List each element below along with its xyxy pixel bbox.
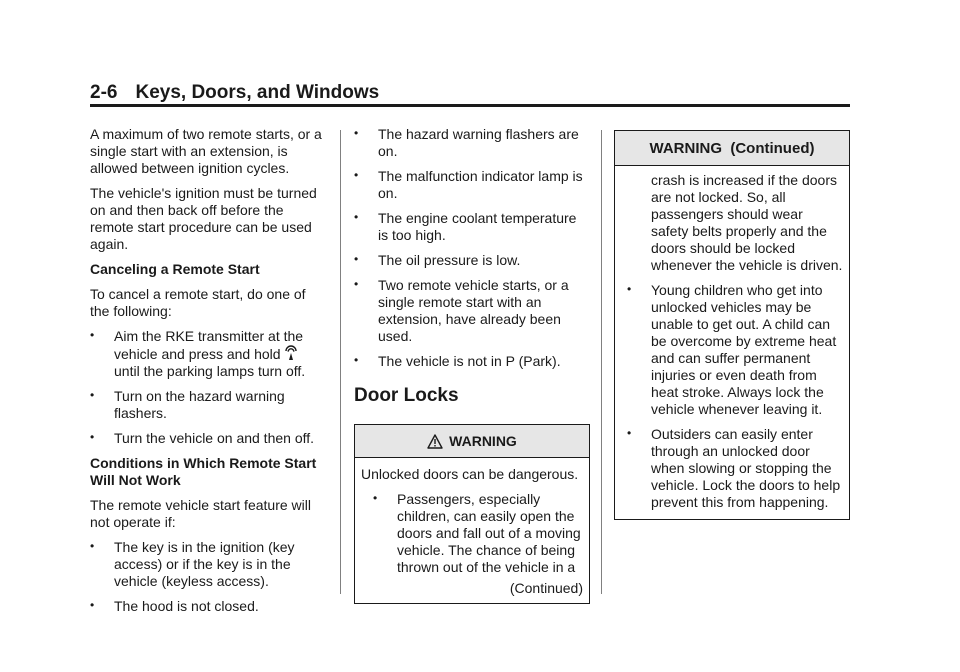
section-title-door-locks: Door Locks — [354, 385, 459, 406]
remote-start-key-icon — [284, 345, 298, 361]
paragraph: A maximum of two remote starts, or a single start with an extension, is allowed between ignition cycles. — [90, 126, 322, 176]
warning-box-continued — [614, 130, 850, 520]
page-number: 2-6 — [90, 82, 118, 103]
warning-body — [355, 458, 589, 603]
bullet-icon: • — [354, 210, 359, 224]
column-2 — [354, 126, 590, 604]
continued-label: (Continued) — [509, 580, 583, 596]
subheading-canceling: Canceling a Remote Start — [90, 261, 260, 277]
warning-triangle-icon — [427, 434, 443, 449]
bullet-icon: • — [90, 328, 95, 342]
paragraph: The vehicle's ignition must be turned on and then back off before the remote start procedure can be used again. — [90, 185, 317, 252]
list-item: • Young children who get into unlocked vehicles may be unable to get out. A child can be overcome by extreme heat and can suffer permanent injuries or even death from heat stroke. Always lock the vehicle whenever leaving it. — [627, 282, 837, 417]
column-3 — [614, 130, 850, 520]
bullet-icon: • — [90, 539, 95, 553]
chapter-title: Keys, Doors, and Windows — [135, 82, 380, 103]
list-item: • The key is in the ignition (key access) or if the key is in the vehicle (keyless access). — [90, 539, 295, 589]
column-divider — [601, 130, 602, 594]
header-rule — [90, 104, 850, 107]
paragraph: To cancel a remote start, do one of the following: — [90, 286, 306, 319]
bullet-icon: • — [354, 168, 359, 182]
bullet-icon: • — [354, 277, 359, 291]
list-item: • Turn on the hazard warning flashers. — [90, 388, 285, 421]
list-item: • The engine coolant temperature is too high. — [354, 210, 577, 243]
list-item: • Two remote vehicle starts, or a single remote start with an extension, have already been used. — [354, 277, 569, 344]
warning-list — [373, 491, 583, 576]
bullet-icon: • — [354, 353, 359, 367]
column-1 — [90, 126, 328, 623]
page-header — [90, 80, 850, 106]
bullet-icon: • — [90, 430, 95, 444]
bullet-icon: • — [627, 426, 632, 440]
list-item: • The hazard warning flashers are on. — [354, 126, 579, 159]
list-item: • Outsiders can easily enter through an unlocked door when slowing or stopping the vehicle. Lock the doors to help prevent this from happening. — [627, 426, 841, 510]
bullet-icon: • — [354, 252, 359, 266]
cancel-list — [90, 328, 328, 447]
warning-header — [355, 425, 589, 458]
bullet-icon: • — [90, 388, 95, 402]
paragraph: The remote vehicle start feature will not operate if: — [90, 497, 311, 530]
list-item: • Passengers, especially children, can easily open the doors and fall out of a moving vehicle. The chance of being thrown out of the vehicle in a — [373, 491, 581, 575]
column-divider — [340, 130, 341, 594]
warning-title: WARNING (Continued) — [649, 139, 815, 157]
list-item: • Turn the vehicle on and then off. — [90, 430, 315, 446]
bullet-icon: • — [373, 491, 378, 505]
list-item: • The malfunction indicator lamp is on. — [354, 168, 583, 201]
bullet-icon: • — [627, 282, 632, 296]
list-item: • The hood is not closed. — [90, 598, 259, 614]
warning-continuation: crash is increased if the doors are not locked. So, all passengers should wear safety belts properly and the doors should be locked whenever the vehicle is driven. — [651, 172, 843, 273]
warning-body — [615, 166, 849, 519]
warning-list — [627, 282, 843, 511]
list-item: • The vehicle is not in P (Park). — [354, 353, 561, 369]
conditions-list-continued — [354, 126, 590, 370]
conditions-list — [90, 539, 328, 615]
warning-intro: Unlocked doors can be dangerous. — [361, 466, 579, 482]
bullet-icon: • — [90, 598, 95, 612]
warning-header — [615, 131, 849, 166]
warning-title: WARNING — [449, 432, 517, 449]
list-item: • The oil pressure is low. — [354, 252, 521, 268]
list-item: • Aim the RKE transmitter at the vehicle and press and hold until the parking lamps turn off. — [90, 328, 306, 379]
warning-box — [354, 424, 590, 604]
subheading-conditions: Conditions in Which Remote Start Will Not Work — [90, 455, 317, 488]
bullet-icon: • — [354, 126, 359, 140]
